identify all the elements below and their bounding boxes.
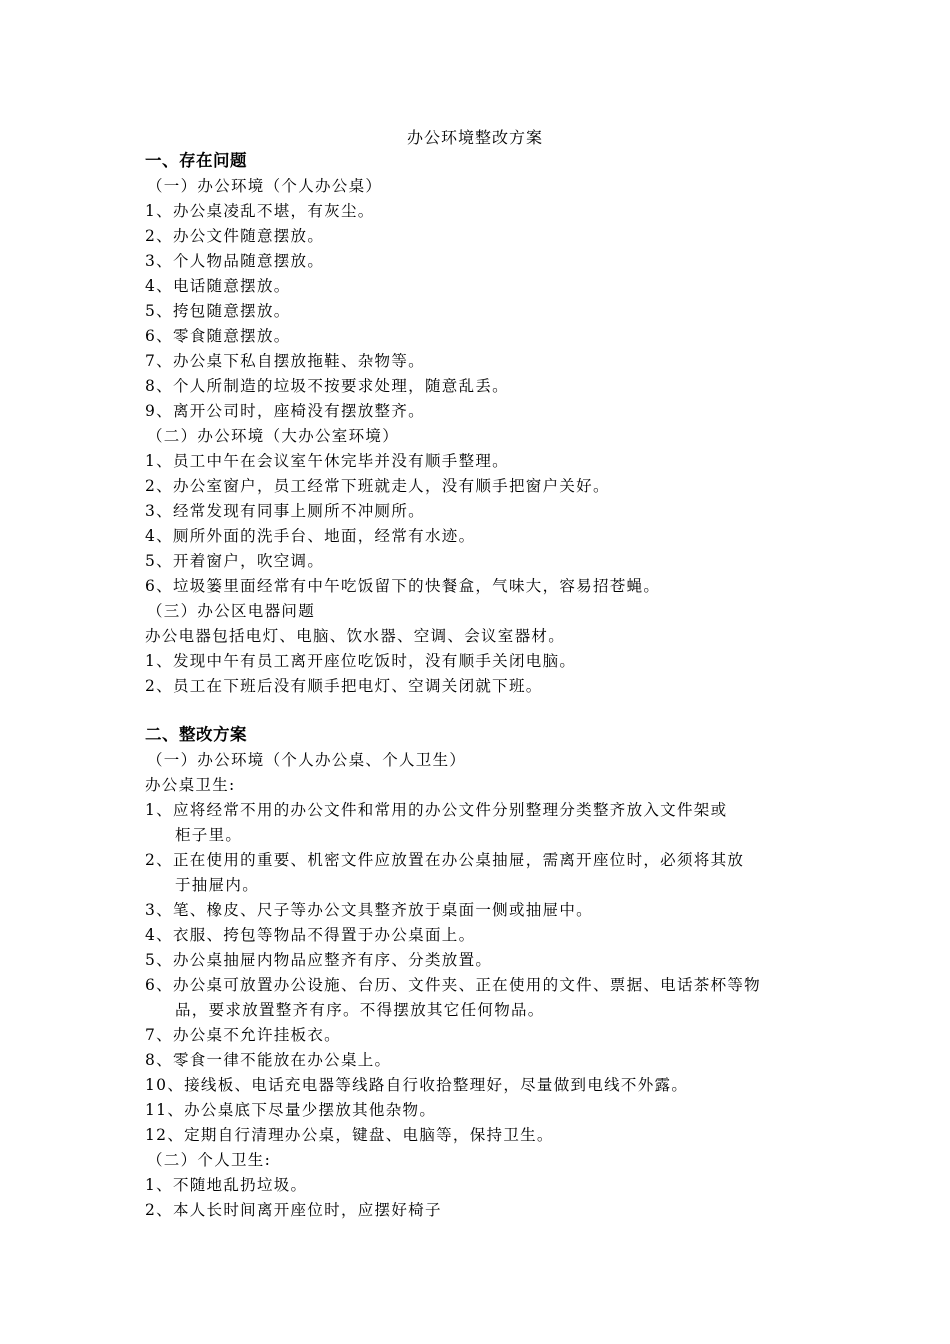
section-heading-rectification: 二、整改方案 <box>145 725 247 744</box>
list-item: 10、接线板、电话充电器等线路自行收拾整理好，尽量做到电线不外露。 <box>145 1076 689 1094</box>
list-item: 1、员工中午在会议室午休完毕并没有顺手整理。 <box>145 452 509 470</box>
list-item: 6、办公桌可放置办公设施、台历、文件夹、正在使用的文件、票据、电话茶杯等物 <box>145 976 761 994</box>
list-item: 6、零食随意摆放。 <box>145 327 291 345</box>
list-item: 2、办公文件随意摆放。 <box>145 227 325 245</box>
list-item: 2、本人长时间离开座位时，应摆好椅子 <box>145 1201 442 1219</box>
list-item: 5、开着窗户，吹空调。 <box>145 552 325 570</box>
list-item: 1、应将经常不用的办公文件和常用的办公文件分别整理分类整齐放入文件架或 <box>145 801 728 819</box>
subsection-heading-electrical: （三）办公区电器问题 <box>147 602 316 620</box>
list-item: 4、厕所外面的洗手台、地面，经常有水迹。 <box>145 527 476 545</box>
subsection-heading-desk-hygiene: （一）办公环境（个人办公桌、个人卫生） <box>147 751 467 769</box>
paragraph: 办公桌卫生: <box>145 776 236 794</box>
paragraph: 办公电器包括电灯、电脑、饮水器、空调、会议室器材。 <box>145 627 566 645</box>
subsection-heading-personal-desk: （一）办公环境（个人办公桌） <box>147 177 383 195</box>
document-title: 办公环境整改方案 <box>406 128 543 147</box>
list-item-continuation: 柜子里。 <box>175 826 243 844</box>
list-item: 11、办公桌底下尽量少摆放其他杂物。 <box>145 1101 437 1119</box>
list-item: 1、发现中午有员工离开座位吃饭时，没有顺手关闭电脑。 <box>145 652 577 670</box>
list-item: 8、个人所制造的垃圾不按要求处理，随意乱丢。 <box>145 377 509 395</box>
list-item: 7、办公桌不允许挂板衣。 <box>145 1026 341 1044</box>
list-item: 1、不随地乱扔垃圾。 <box>145 1176 308 1194</box>
section-heading-problems: 一、存在问题 <box>145 151 247 170</box>
subsection-heading-office-environment: （二）办公环境（大办公室环境） <box>147 427 400 445</box>
list-item: 2、员工在下班后没有顺手把电灯、空调关闭就下班。 <box>145 677 543 695</box>
list-item: 2、办公室窗户，员工经常下班就走人，没有顺手把窗户关好。 <box>145 477 610 495</box>
list-item: 5、办公桌抽屉内物品应整齐有序、分类放置。 <box>145 951 493 969</box>
subsection-heading-personal-hygiene: （二）个人卫生: <box>147 1151 272 1169</box>
list-item: 3、个人物品随意摆放。 <box>145 252 325 270</box>
list-item: 8、零食一律不能放在办公桌上。 <box>145 1051 392 1069</box>
list-item: 12、定期自行清理办公桌，键盘、电脑等，保持卫生。 <box>145 1126 554 1144</box>
list-item: 4、衣服、挎包等物品不得置于办公桌面上。 <box>145 926 476 944</box>
list-item: 5、挎包随意摆放。 <box>145 302 291 320</box>
list-item: 1、办公桌凌乱不堪，有灰尘。 <box>145 202 375 220</box>
list-item: 3、笔、橡皮、尺子等办公文具整齐放于桌面一侧或抽屉中。 <box>145 901 593 919</box>
list-item: 6、垃圾篓里面经常有中午吃饭留下的快餐盒，气味大，容易招苍蝇。 <box>145 577 661 595</box>
list-item-continuation: 于抽屉内。 <box>175 876 260 894</box>
list-item: 4、电话随意摆放。 <box>145 277 291 295</box>
list-item: 9、离开公司时，座椅没有摆放整齐。 <box>145 402 425 420</box>
list-item: 2、正在使用的重要、机密文件应放置在办公桌抽屉，需离开座位时，必须将其放 <box>145 851 745 869</box>
list-item: 7、办公桌下私自摆放拖鞋、杂物等。 <box>145 352 425 370</box>
list-item: 3、经常发现有同事上厕所不冲厕所。 <box>145 502 425 520</box>
list-item-continuation: 品，要求放置整齐有序。不得摆放其它任何物品。 <box>175 1001 545 1019</box>
